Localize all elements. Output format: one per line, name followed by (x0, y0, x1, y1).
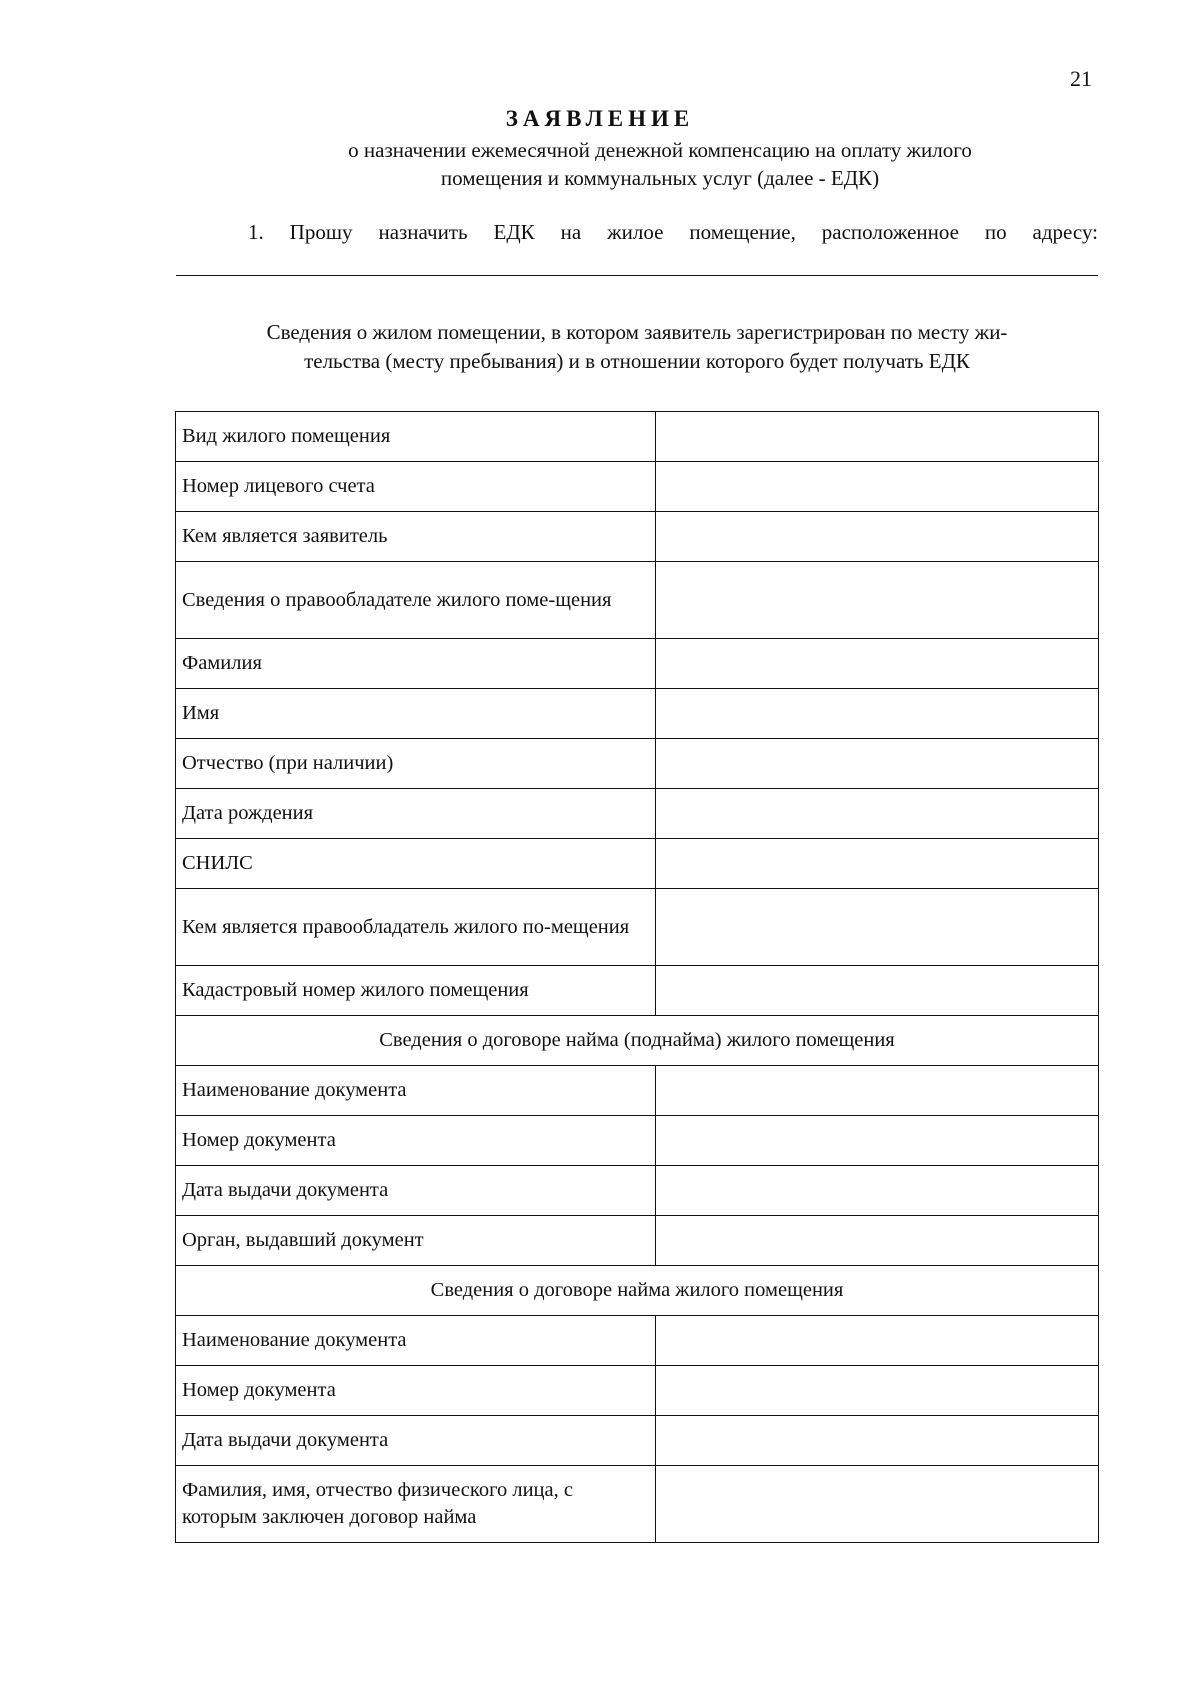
row-value-field[interactable] (655, 412, 1098, 462)
address-input-line[interactable] (176, 275, 1098, 276)
table-row (176, 1166, 1099, 1216)
row-value-field[interactable] (655, 889, 1098, 966)
row-label: Дата выдачи документа (176, 1166, 656, 1216)
row-value-field[interactable] (655, 1316, 1098, 1366)
row-label: Имя (176, 689, 656, 739)
table-row (176, 1466, 1099, 1543)
row-label: Фамилия, имя, отчество физического лица, с которым заключен договор найма (176, 1466, 656, 1543)
row-label: Сведения о правообладателе жилого поме-щения (176, 562, 656, 639)
housing-info-table (175, 411, 1099, 1543)
table-subheading-row (176, 1266, 1099, 1316)
table-row (176, 1216, 1099, 1266)
subtitle-line-1: о назначении ежемесячной денежной компенсацию на оплату жилого (348, 138, 972, 162)
table-row (176, 639, 1099, 689)
document-title: ЗАЯВЛЕНИЕ (505, 106, 695, 131)
row-value-field[interactable] (655, 1216, 1098, 1266)
section-heading (176, 318, 1098, 376)
table-row (176, 412, 1099, 462)
table-row (176, 562, 1099, 639)
table-row (176, 1116, 1099, 1166)
table-row (176, 1366, 1099, 1416)
subheading-lease-contract: Сведения о договоре найма жилого помещения (176, 1266, 1099, 1316)
row-value-field[interactable] (655, 639, 1098, 689)
table-row (176, 739, 1099, 789)
row-label: Наименование документа (176, 1066, 656, 1116)
page-number: 21 (1070, 66, 1092, 91)
row-label: СНИЛС (176, 839, 656, 889)
table-row (176, 512, 1099, 562)
section-heading-line-2: тельства (месту пребывания) и в отношении которого будет получать ЕДК (304, 349, 970, 373)
subtitle-line-2: помещения и коммунальных услуг (далее - ЕДК) (440, 166, 880, 190)
row-label: Отчество (при наличии) (176, 739, 656, 789)
row-label: Кадастровый номер жилого помещения (176, 966, 656, 1016)
row-label: Фамилия (176, 639, 656, 689)
row-label: Дата выдачи документа (176, 1416, 656, 1466)
table-row (176, 889, 1099, 966)
row-value-field[interactable] (655, 1166, 1098, 1216)
table-row (176, 462, 1099, 512)
row-value-field[interactable] (655, 1466, 1098, 1543)
address-request-paragraph: 1. Прошу назначить ЕДК на жилое помещение, расположенное по адресу: (248, 220, 1098, 244)
row-label: Дата рождения (176, 789, 656, 839)
row-label: Номер документа (176, 1116, 656, 1166)
row-value-field[interactable] (655, 689, 1098, 739)
table-row (176, 1066, 1099, 1116)
row-label: Орган, выдавший документ (176, 1216, 656, 1266)
row-value-field[interactable] (655, 462, 1098, 512)
row-value-field[interactable] (655, 1066, 1098, 1116)
row-value-field[interactable] (655, 789, 1098, 839)
row-label: Кем является правообладатель жилого по-мещения (176, 889, 656, 966)
row-label: Вид жилого помещения (176, 412, 656, 462)
table-row (176, 839, 1099, 889)
row-label: Кем является заявитель (176, 512, 656, 562)
row-value-field[interactable] (655, 1116, 1098, 1166)
table-row (176, 689, 1099, 739)
row-label: Номер документа (176, 1366, 656, 1416)
table-row (176, 966, 1099, 1016)
row-label: Наименование документа (176, 1316, 656, 1366)
row-value-field[interactable] (655, 839, 1098, 889)
table-row (176, 1316, 1099, 1366)
row-value-field[interactable] (655, 512, 1098, 562)
row-value-field[interactable] (655, 1366, 1098, 1416)
row-value-field[interactable] (655, 739, 1098, 789)
table-row (176, 789, 1099, 839)
table-subheading-row (176, 1016, 1099, 1066)
document-subtitle (260, 136, 1060, 192)
row-value-field[interactable] (655, 1416, 1098, 1466)
row-label: Номер лицевого счета (176, 462, 656, 512)
table-row (176, 1416, 1099, 1466)
row-value-field[interactable] (655, 562, 1098, 639)
row-value-field[interactable] (655, 966, 1098, 1016)
subheading-sublease-contract: Сведения о договоре найма (поднайма) жилого помещения (176, 1016, 1099, 1066)
section-heading-line-1: Сведения о жилом помещении, в котором заявитель зарегистрирован по месту жи- (266, 320, 1008, 344)
